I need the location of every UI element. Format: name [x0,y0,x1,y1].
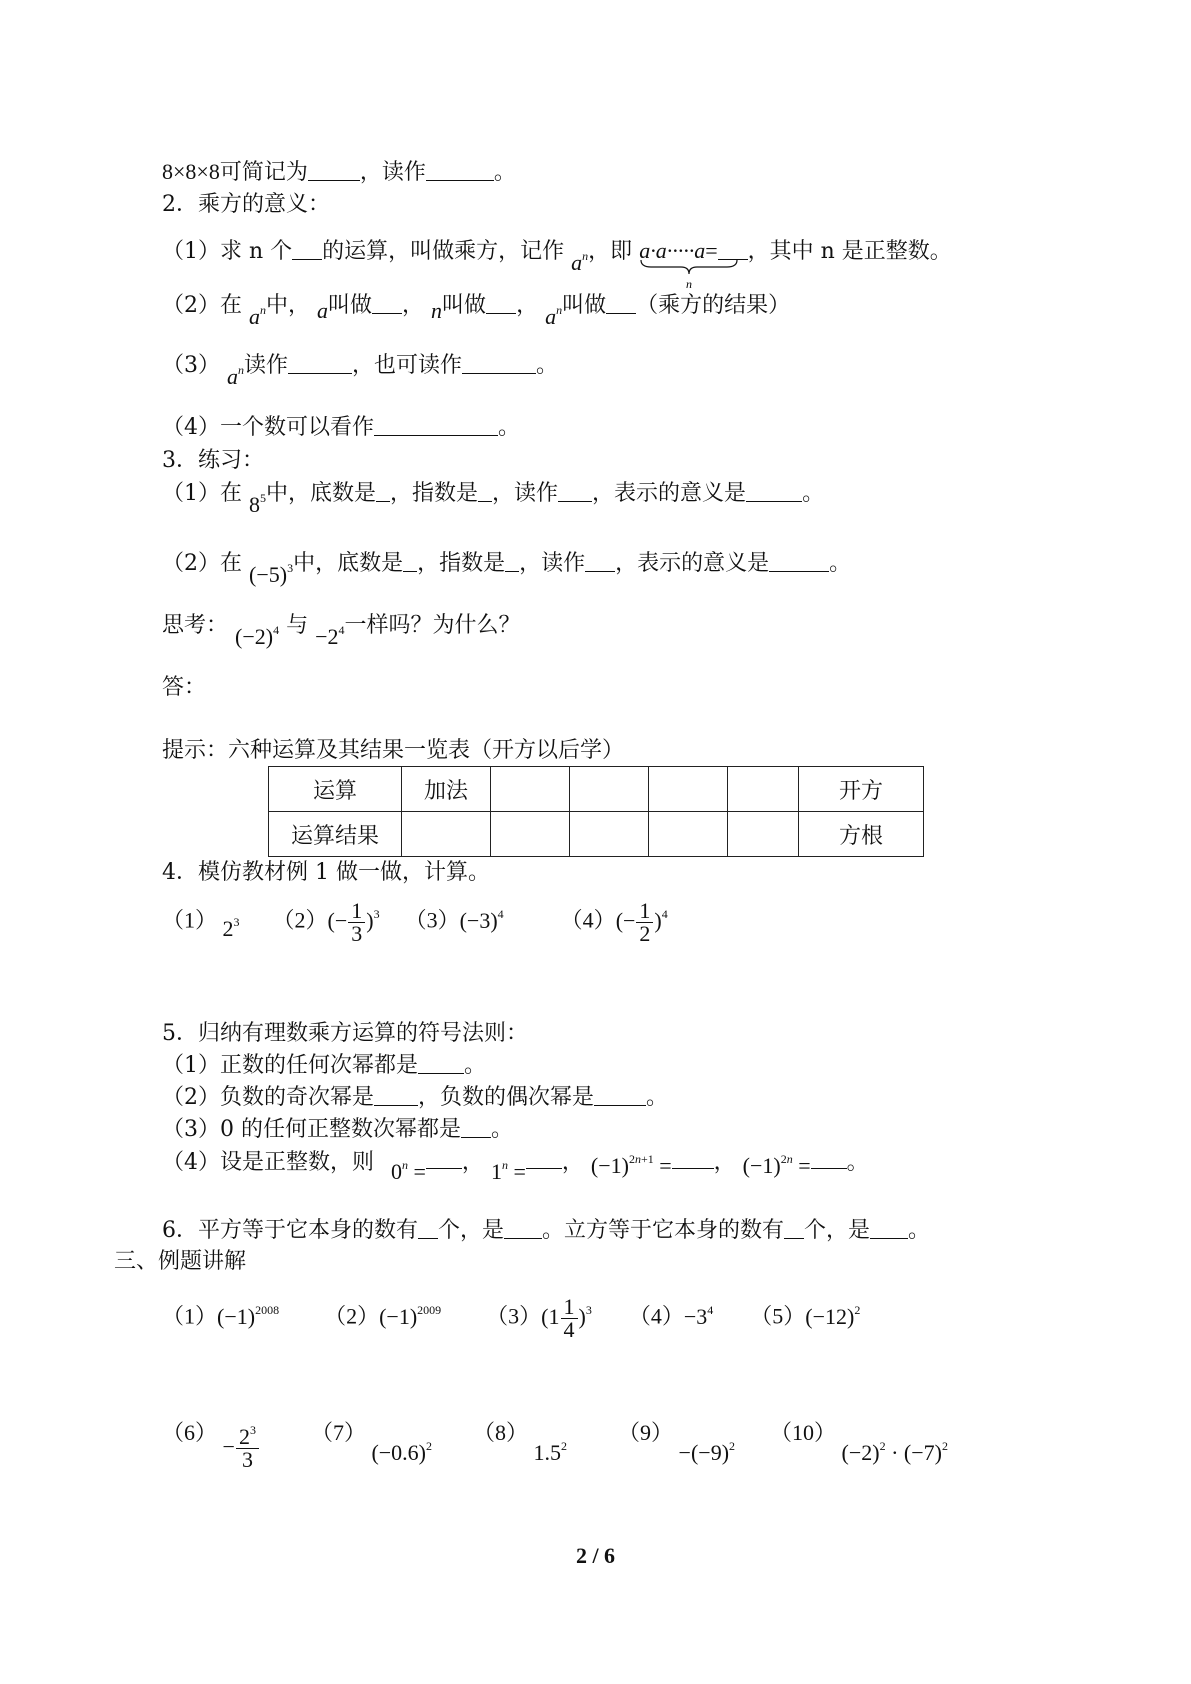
expr-8x8x8: 8×8×8 [162,159,220,184]
table-cell: 运算 [269,767,402,812]
table-cell [728,767,799,812]
item-5-2 [162,1083,668,1113]
text: 。 [464,1053,487,1078]
answer-blank [462,355,536,374]
a-power-n: $a^n$ [545,303,563,329]
answer-blank [672,1150,714,1169]
expr-1-pow-n: $1^n$ = [490,1158,526,1184]
text: ，其中 n 是正整数。 [747,239,952,264]
text: ， [461,1150,484,1175]
answer-blank [746,483,802,502]
think-question [162,610,521,649]
table-cell [649,767,728,812]
page-number: 2 / 6 [575,1543,616,1568]
expr-neg3-4: $(-3)^4$ [459,906,504,933]
table-cell [570,767,649,812]
table-cell [491,812,570,857]
label: （1） [162,907,218,933]
answer-blank [374,417,498,436]
answer-blank [606,295,636,314]
expr-2-3: $2^3$ [222,914,240,941]
item-2-3 [162,350,559,389]
text: 。立方等于它本身的数有 [542,1218,785,1243]
answer-blank [558,483,592,502]
label: （4） [560,907,616,933]
section-examples-title: 三、例题讲解 [114,1249,247,1274]
answer-blank [585,553,615,572]
text: 。 [802,481,825,506]
answer-blank [478,483,492,502]
power-neg2-4-paren: $(-2)^4$ [235,623,280,649]
text: 。 [491,1117,514,1142]
text: 个，是 [804,1218,871,1243]
expr-neg-half-4: (− $\frac{1}{2}$ )$^4$ [615,898,668,946]
expr-ex7: $(-0.6)^2$ [371,1438,433,1465]
text: 。 [846,1150,869,1175]
item-6 [162,1216,930,1246]
answer-blank [504,1220,542,1239]
label: （1） [162,1303,218,1329]
text: ， [713,1150,736,1175]
expr-ex5: $(-12)^2$ [805,1302,861,1329]
text: 。 [536,353,559,378]
item-5-3 [162,1115,513,1145]
expr-neg1-pow-2n: $(-1)^{2n}$ = [742,1152,811,1178]
label: （10） [770,1419,837,1445]
text: （1）在 [162,481,242,506]
table-cell: 运算结果 [269,812,402,857]
answer-blank [374,1087,418,1106]
text: ，即 [588,239,633,264]
table-cell: 方根 [799,812,924,857]
text: 。 [646,1085,669,1110]
table-cell [491,767,570,812]
answer-blank [403,553,417,572]
table-row [269,812,924,857]
text: （2）在 [162,293,242,318]
expr-neg1-pow-2n1: $(-1)^{2n+1}$ = [590,1152,672,1178]
text: 中，底数是 [266,481,377,506]
text: 一样吗？为什么？ [344,613,521,638]
line-8x8x8 [162,157,516,188]
expr-0-pow-n: $0^n$ = [391,1158,426,1184]
text: ，指数是 [390,481,479,506]
a-power-n: $a^n$ [227,363,244,389]
answer-blank [784,1220,804,1239]
answer-blank [376,483,390,502]
text: 与 [286,613,309,638]
table-cell: 加法 [402,767,491,812]
text: 的运算，叫做乘方，记作 [322,239,565,264]
section-4-title: 4．模仿教材例 1 做一做，计算。 [162,860,490,885]
answer-label: 答： [162,675,207,700]
label: （5） [750,1303,806,1329]
power-8-5: $8^5$ [249,491,266,517]
examples-row-2 [162,1419,948,1496]
text: 个，是 [438,1218,505,1243]
answer-blank [461,1119,491,1138]
section-4-exercises [162,900,668,960]
text: 中， [266,293,311,318]
label: （8） [473,1419,529,1445]
text: ，也可读作 [352,353,463,378]
table-cell [570,812,649,857]
item-5-1 [162,1051,486,1081]
text: 。 [908,1218,931,1243]
text: 6．平方等于它本身的数有 [162,1218,418,1243]
a-power-n: $a^n$ [571,249,589,275]
label: （4） [628,1303,684,1329]
answer-blank [870,1220,908,1239]
text: ，读作 [359,160,426,185]
item-3-1 [162,478,825,517]
answer-blank [769,553,829,572]
label: （2） [272,907,328,933]
text: ， [402,293,425,318]
underbrace-icon [639,258,739,292]
answer-blank [594,1087,646,1106]
text: ，读作 [492,481,559,506]
table-cell [402,812,491,857]
expr-ex6: − $\frac{2^3}{3}$ [223,1434,260,1459]
item-2-4 [162,413,520,443]
text: ，表示的意义是 [592,481,747,506]
answer-blank [426,1150,462,1169]
answer-blank [418,1055,464,1074]
text: ， [516,293,539,318]
text: 。 [493,160,516,185]
power-neg5-3: $(-5)^3$ [249,561,294,587]
expr-neg-third-cubed: (− $\frac{1}{3}$ )$^3$ [327,898,380,946]
text: 中，底数是 [293,551,404,576]
text: ，读作 [519,551,586,576]
table-cell: 开方 [799,767,924,812]
hint: 提示：六种运算及其结果一览表（开方以后学） [162,738,625,763]
text: 。 [498,415,521,440]
text: ， [561,1150,584,1175]
text: ，指数是 [417,551,506,576]
a-power-n: $a^n$ [249,303,266,329]
section-5-title: 5．归纳有理数乘方运算的符号法则： [162,1021,528,1046]
table-row [269,767,924,812]
expr-ex9: $-(-9)^2$ [678,1438,736,1465]
underbrace-label: n [686,277,693,291]
text: 思考： [162,613,229,638]
answer-blank [526,1150,562,1169]
text: （4）一个数可以看作 [162,415,374,440]
text: 叫做 [562,293,607,318]
text: （3） [162,353,220,378]
answer-blank [418,1220,438,1239]
answer-blank [288,355,352,374]
text: （2）负数的奇次幂是 [162,1085,374,1110]
power-neg2-4: $-2^4$ [315,623,345,649]
expr-ex1: $(-1)^{2008}$ [217,1302,280,1329]
text: 。 [829,551,852,576]
operations-table [268,766,924,857]
examples-row-1 [162,1296,860,1356]
expr-ex4: $-3^4$ [683,1302,714,1329]
text: 叫做 [328,293,373,318]
section-2-title: 2．乘方的意义： [162,192,330,217]
answer-blank [308,162,360,181]
item-5-4 [162,1147,869,1184]
answer-blank [486,295,516,314]
item-3-2 [162,548,852,587]
label: （3） [486,1303,542,1329]
text: 可简记为 [219,160,308,185]
table-cell [649,812,728,857]
product-with-brace: a·a·····a n [639,236,705,266]
text: （1）求 n 个 [162,239,293,264]
expr-ex8: $1.5^2$ [533,1438,568,1465]
label: （9） [618,1419,674,1445]
text: 叫做 [442,293,487,318]
label: （7） [310,1419,366,1445]
text: （3）0 的任何正整数次幂都是 [162,1117,461,1142]
text: （1）正数的任何次幂都是 [162,1053,418,1078]
label: （2） [324,1303,380,1329]
text: ，负数的偶次幂是 [418,1085,595,1110]
expr-ex10: $(-2)^2 \cdot (-7)^2$ [841,1438,948,1465]
label: （3） [404,907,460,933]
label: （6） [162,1419,218,1445]
text: （乘方的结果） [636,293,791,318]
expr-ex3: (1 $\frac{1}{4}$ )$^3$ [541,1294,592,1342]
symbol-a: a [317,298,329,323]
text: = [705,238,718,263]
table-cell [728,812,799,857]
text: （4）设是正整数，则 [162,1150,374,1175]
symbol-n: n [431,298,443,323]
answer-blank [292,241,322,260]
text: ，表示的意义是 [615,551,770,576]
section-3-title: 3．练习： [162,448,264,473]
expr-ex2: $(-1)^{2009}$ [379,1302,442,1329]
answer-blank [372,295,402,314]
answer-blank [426,162,494,181]
item-2-1 [162,236,952,291]
answer-blank [505,553,519,572]
text: 读作 [244,353,289,378]
item-2-2 [162,290,791,329]
text: （2）在 [162,551,242,576]
answer-blank [811,1150,847,1169]
